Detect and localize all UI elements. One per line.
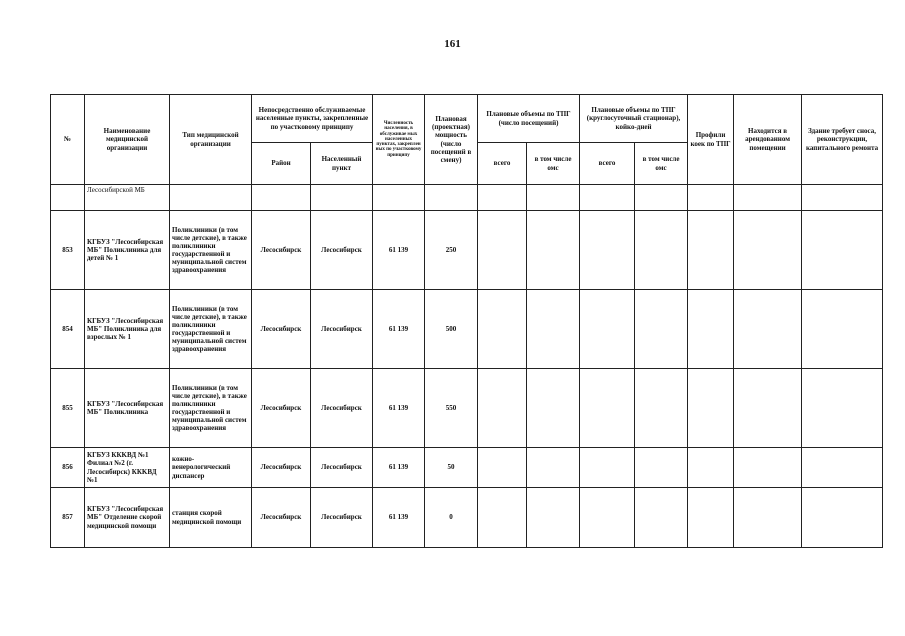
header-visits-total: всего [478,143,527,185]
capacity-cell: 250 [425,211,478,290]
district-cell: Лесосибирск [252,369,311,448]
org-type-cell: станция скорой медицинской помощи [170,488,252,548]
org-name-cell: КГБУЗ "Лесосибирская МБ" Поликлиника [85,369,170,448]
capacity-cell: 500 [425,290,478,369]
group-row [51,185,883,211]
org-name-cell: КГБУЗ "Лесосибирская МБ" Поликлиника для детей № 1 [85,211,170,290]
row-number: 854 [51,290,85,369]
header-served-points: Непосредственно обслуживаемые населенные пункты, закрепленные по участковому принципу [252,95,373,143]
header-bed-profile: Профили коек по ТПГ [688,95,734,185]
table-row [51,211,883,290]
settlement-cell: Лесосибирск [311,448,373,488]
population-cell: 61 139 [373,448,425,488]
row-number: 857 [51,488,85,548]
header-org-name: Наименование медицинской организации [85,95,170,185]
org-name-cell: КГБУЗ "Лесосибирская МБ" Поликлиника для взрослых № 1 [85,290,170,369]
row-number: 855 [51,369,85,448]
header-population: Численность населения, в обслуживае мых населенных пунктах, закреплен ных по участковому принципу [373,95,425,185]
settlement-cell: Лесосибирск [311,488,373,548]
registry-table [50,94,883,548]
table-row [51,369,883,448]
district-cell: Лесосибирск [252,448,311,488]
capacity-cell: 50 [425,448,478,488]
capacity-cell: 0 [425,488,478,548]
header-capacity: Плановая (проектная) мощность (число посещений в смену) [425,95,478,185]
capacity-cell: 550 [425,369,478,448]
header-org-type: Тип медицинской организации [170,95,252,185]
row-number: 856 [51,448,85,488]
header-beds-oms: в том числе омс [635,143,688,185]
district-cell: Лесосибирск [252,290,311,369]
table-row [51,448,883,488]
org-type-cell: Поликлиники (в том числе детские), в также поликлиники государственной и муниципальной систем здравоохранения [170,211,252,290]
population-cell: 61 139 [373,488,425,548]
table-row [51,488,883,548]
header-ppg-visits: Плановые объемы по ТПГ (число посещений) [478,95,580,143]
population-cell: 61 139 [373,369,425,448]
page-number: 161 [444,38,461,50]
settlement-cell: Лесосибирск [311,211,373,290]
settlement-cell: Лесосибирск [311,290,373,369]
header-ppg-beds: Плановые объемы по ТПГ (круглосуточный стационар), койко-дней [580,95,688,143]
district-cell: Лесосибирск [252,488,311,548]
org-type-cell: кожно-венерологический диспансер [170,448,252,488]
header-needs-demolition: Здание требует сноса, реконструкции, капитального ремонта [802,95,883,185]
org-name-cell: КГБУЗ "Лесосибирская МБ" Отделение скорой медицинской помощи [85,488,170,548]
header-district: Район [252,143,311,185]
table-row [51,290,883,369]
row-number: 853 [51,211,85,290]
header-settlement: Населенный пункт [311,143,373,185]
population-cell: 61 139 [373,211,425,290]
header-rented: Находится в арендованном помещении [734,95,802,185]
group-label: Лесосибирской МБ [85,185,170,211]
org-type-cell: Поликлиники (в том числе детские), в также поликлиники государственной и муниципальной систем здравоохранения [170,290,252,369]
org-name-cell: КГБУЗ ККKВД №1 Филиал №2 (г. Лесосибирск) ККKВД №1 [85,448,170,488]
population-cell: 61 139 [373,290,425,369]
settlement-cell: Лесосибирск [311,369,373,448]
header-num: № [51,95,85,185]
header-beds-total: всего [580,143,635,185]
org-type-cell: Поликлиники (в том числе детские), в также поликлиники государственной и муниципальной систем здравоохранения [170,369,252,448]
district-cell: Лесосибирск [252,211,311,290]
header-visits-oms: в том числе омс [527,143,580,185]
